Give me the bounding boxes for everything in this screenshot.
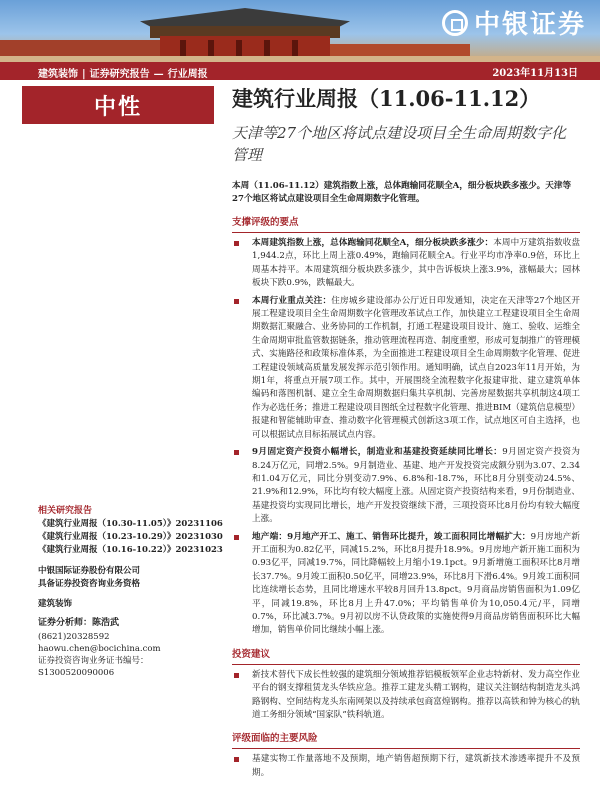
bullet-square-icon <box>234 450 239 455</box>
analyst-license: 证券投资咨询业务证书编号：S1300520090006 <box>38 656 149 678</box>
related-report-item[interactable]: 《建筑行业周报（10.30-11.05）》20231106 <box>38 519 223 529</box>
list-item <box>232 237 580 291</box>
company-info <box>38 565 220 591</box>
breadcrumb-report-type: 证券研究报告 <box>89 68 150 80</box>
report-summary: 本周（11.06-11.12）建筑指数上涨，总体跑输同花顺全A，细分板块跌多涨少。天津等27个地区将试点建设项目全生命周期数字化管理。 <box>232 181 572 204</box>
bullet-text: 9月固定资产投资为8.24万亿元，同增2.5%。9月制造业、基建、地产开发投资完成额分别为3.07、2.34和1.04万亿元，同比分别变动7.9%、6.8%和-18.7%，环比8月分别变动24.5%、21.9%和12.9%，环比均有较大幅度上涨。从固定资产投资结构来看，9月份制造业、基建投资均实现同比增长，地产开发投资继续下滑，三项投资环比8月份均有较大幅度上涨。 <box>252 447 581 525</box>
breadcrumb: 建筑装饰 | 证券研究报告 — 行业周报 <box>38 68 208 80</box>
bullet-lead: 地产端：9月地产开工、施工、销售环比提升，竣工面积同比增幅扩大： <box>252 531 531 542</box>
rating-badge: 中性 <box>22 86 214 124</box>
analyst-info <box>38 617 220 679</box>
bullet-text: 本周中万建筑指数收盘1,944.2点，环比上周上涨0.49%，跑输同花顺全A。行业平均市净率0.9倍，环比上周基本持平。本周建筑细分板块跌多涨少，其中告诉板块上涨3.9%，涨幅最大；园林板块下跌0.9%，跌幅最大。 <box>252 238 580 289</box>
analyst-name: 证券分析师：陈浩武 <box>38 618 120 628</box>
related-report-item[interactable]: 《建筑行业周报（10.16-10.22）》20231023 <box>38 545 223 555</box>
breadcrumb-weekly: 行业周报 <box>167 68 208 80</box>
section-divider <box>232 232 580 233</box>
main-content <box>232 86 580 784</box>
report-date: 2023年11月13日 <box>492 67 578 79</box>
bullet-square-icon <box>234 757 239 762</box>
analyst-phone: (8621)20328592 <box>38 632 110 642</box>
related-reports <box>38 505 223 557</box>
section-investment: 投资建议 <box>232 648 271 660</box>
section-divider <box>232 748 580 749</box>
list-item <box>232 669 580 723</box>
header-banner <box>0 0 600 62</box>
list-item <box>232 753 580 780</box>
brand-logo <box>442 4 586 41</box>
list-item <box>232 446 580 526</box>
bullet-square-icon <box>234 535 239 540</box>
boc-logo-icon <box>442 10 468 36</box>
related-reports-title: 相关研究报告 <box>38 506 93 516</box>
breadcrumb-bar <box>0 62 600 80</box>
section-key-points: 支撑评级的要点 <box>232 217 299 228</box>
report-title: 建筑行业周报（11.06-11.12） <box>232 86 541 111</box>
left-column <box>22 86 214 124</box>
bullet-lead: 9月固定资产投资小幅增长，制造业和基建投资延续同比增长： <box>252 447 503 458</box>
risk-text: 基建实物工作量落地不及预期，地产销售超预期下行，建筑新技术渗透率提升不及预期。 <box>252 754 580 778</box>
section-risk: 评级面临的主要风险 <box>232 733 318 745</box>
bullet-square-icon <box>234 673 239 678</box>
bullet-text: 住房城乡建设部办公厅近日印发通知，决定在天津等27个地区开展工程建设项目全生命周期数字化管理改革试点工作，加快建立工程建设项目全生命周期数据汇聚融合、业务协同的工作机制，打通工程建设项目设计、施工、验收、运维全生命周期审批监管数据链条，推动管理流程再造、制度重塑，形成可复制推广的管理模式、实施路径和政策标准体系，为全面推进工程建设项目全生命周期数字化管理、促进工程建设领域高质量发展发挥示范引领作用。通知明确，试点自2023年11月开始，为期1年，将重点开展7项工作。其中，开展围绕全流程数字化报建审批、建立建筑单体编码和落图机制、建立全生命周期数据归集共享机制、完善房屋数据共享机制这4项工作为必选任务；推进工程建设项目图纸全过程数字化管理、推进BIM（建筑信息模型）报建和智能辅助审查、推动数字化管理模式创新这3项工作，试点地区可自主选择，也可以根据试点目标拓展试点内容。 <box>252 295 580 440</box>
bullet-square-icon <box>234 299 239 304</box>
investment-text: 新技术替代下成长性较强的建筑细分领域推荐铝模板领军企业志特新材、发力高空作业平台的钢支撑租赁龙头华铁应急。推荐工建龙头精工钢构，建议关注钢结构制造龙头鸿路钢构、空间结构龙头东南网架以及持续承包商富煌钢构。推荐以高铁和钟为核心的轨道工务细分领域“国家队”铁科轨道。 <box>252 669 580 720</box>
bullet-lead: 本周建筑指数上涨，总体跑输同花顺全A，细分板块跌多涨少： <box>252 238 494 248</box>
section-divider <box>232 664 580 665</box>
bullet-lead: 本周行业重点关注： <box>252 295 332 306</box>
analyst-email[interactable]: haowu.chen@bocichina.com <box>38 644 161 654</box>
list-item <box>232 531 580 638</box>
bullet-square-icon <box>234 241 239 246</box>
breadcrumb-industry: 建筑装饰 <box>38 68 78 80</box>
brand-logo-text: 中银证券 <box>473 10 586 40</box>
report-subtitle: 天津等27个地区将试点建设项目全生命周期数字化管理 <box>232 124 567 164</box>
company-name: 中银国际证券股份有限公司 <box>38 566 141 576</box>
related-report-item[interactable]: 《建筑行业周报（10.23-10.29）》20231030 <box>38 532 223 542</box>
industry-label: 建筑装饰 <box>38 599 73 609</box>
company-qualification: 具备证券投资咨询业务资格 <box>38 579 141 589</box>
bullet-text: 9月房地产新开工面积为0.82亿平，同减15.2%，环比8月提升18.9%。9月房地产新开施工面积为0.93亿平，同减19.7%，同比降幅较上月缩小19.1pct。9月新增施工面积环比8月增长37.7%。9月竣工面积0.50亿平，同增23.9%，环比8月下滑6.4%。9月竣工面积同比连续增长态势，且同比增速水平较8月回升13.8pct。9月商品房销售面积为1.09亿平，同减19.8%，环比8月上升47.0%；平均销售单价为10,050.4元/平，同增0.7%，环比减3.7%。9月初以房不认贷政策的实施使得9月商品房销售面积环比大幅增加，销售单价同比继续小幅上涨。 <box>252 531 580 636</box>
list-item <box>232 295 580 442</box>
